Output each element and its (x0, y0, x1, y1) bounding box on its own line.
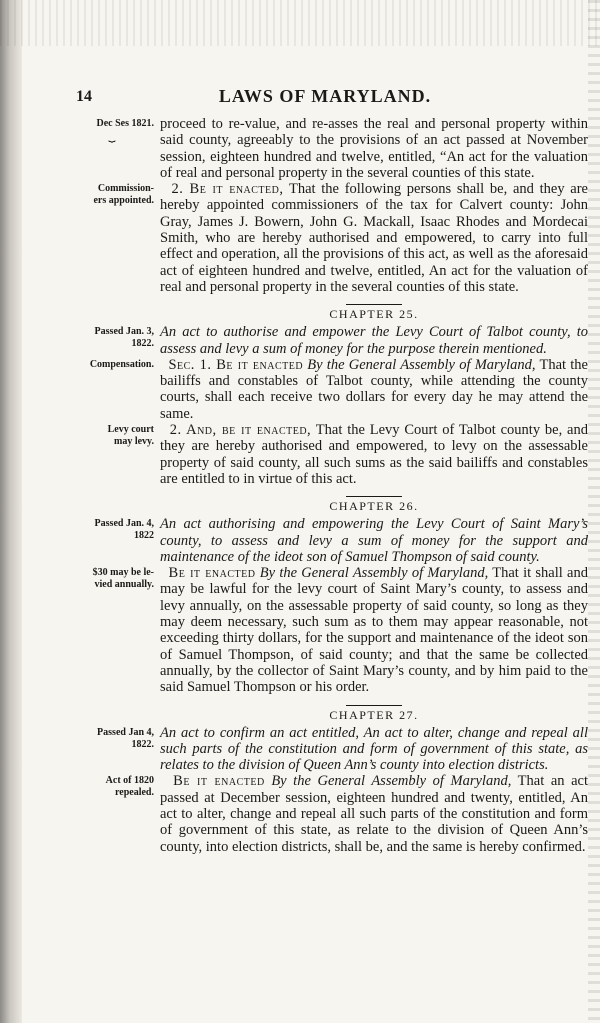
paragraph (160, 422, 588, 487)
section-lead: Be it enacted (173, 773, 265, 790)
section-lead: Be it enacted (168, 565, 256, 582)
margin-note-line: Compensation. (89, 358, 154, 370)
chapter-rule (346, 496, 402, 497)
margin-note-line: Commission- (97, 183, 154, 195)
margin-note (70, 567, 160, 591)
chapter-rule (346, 705, 402, 706)
margin-note-line: 1822. (131, 338, 154, 350)
section-thirty-dollars (70, 565, 588, 695)
chapter-title: An act to authorise and empower the Levy Court of Talbot county, to assess and levy a sum of money for the purpose therein mentioned. (160, 324, 588, 357)
page-title: LAWS OF MARYLAND. (218, 86, 432, 106)
paragraph-text: That the following persons shall be, and they are hereby appointed commissioners of the tax for Calvert county: John Gray, James J. Bowern, John G. Mackall, Isaac Rhodes and Mordecai Smith, who are hereby authorised and empowered, to carry into full effect and operation, all the provisions of this act, as well as the aforesaid act of eighteen hundred and twelve, entitled, An act for the valuation of real and personal property in the several counties of this state. (160, 181, 588, 295)
margin-note-line: Passed Jan 4, (97, 726, 154, 738)
section-act-1820 (70, 773, 588, 854)
chapter-title: An act to confirm an act entitled, An act to alter, change and repeal all such parts of the constitution and form of government of this state, as relates to the division of Queen Ann’s county into election districts. (160, 724, 588, 774)
passed-date-note (70, 326, 160, 350)
margin-note-line: may levy. (114, 436, 154, 448)
paragraph (160, 357, 588, 422)
margin-note-line: vied annually. (94, 579, 154, 591)
chapter-heading: CHAPTER 25. (329, 307, 419, 322)
chapter-heading: CHAPTER 26. (329, 499, 419, 514)
page-content (70, 116, 588, 855)
section-lead: 2. And, be it enacted, (169, 422, 312, 439)
paragraph-text: That the Levy Court of Talbot county be, and they are hereby authorised and empowered, to levy on the assessable property of said county, all such sums as the said bailiffs and constables are entitled to in virtue of this act. (160, 422, 588, 487)
section-continuation (70, 116, 588, 181)
section-lead: Sec. 1. Be it enacted (168, 356, 304, 373)
paragraph-text: That it shall and may be lawful for the levy court of Saint Mary’s county, to assess and levy annually, on the assessable property of said county, so long as they may deem necessary, such sum as to them may appear reasonable, not exceeding thirty dollars, for the support and maintenance of the ideot son of Samuel Thompson, of said county; and that the same be collected annually, by the collector of Saint Mary’s county, and by him paid to the said Samuel Thompson or his order. (160, 565, 588, 696)
margin-note-line: Passed Jan. 3, (94, 326, 154, 338)
margin-note-line: $30 may be le- (92, 567, 154, 579)
section-compensation (70, 357, 588, 422)
paragraph-text: proceed to re-value, and re-asses the real and personal property within said county, agreeably to the provisions of an act passed at November session, eighteen hundred and twelve, entitled, “An act for the valuation of real and personal property in the several counties of this state. (160, 116, 588, 181)
margin-note (70, 424, 160, 448)
margin-note (70, 118, 160, 140)
chapter-rule (346, 304, 402, 305)
passed-date-note (70, 727, 160, 751)
chapter-title-row (70, 324, 588, 357)
paragraph (160, 773, 588, 854)
book-gutter-shadow (0, 0, 22, 1023)
chapter-title: An act authorising and empowering the Levy Court of Saint Mary’s county, to assess and levy a sum of money for the support and maintenance of the ideot son of Samuel Thompson of said county. (160, 516, 588, 565)
paragraph (160, 116, 588, 181)
margin-note (70, 359, 160, 371)
chapter-title-row (70, 516, 588, 565)
margin-note-line: Levy court (107, 424, 154, 436)
margin-note (70, 183, 160, 207)
enacting-clause: By the General Assembly of Maryland, (271, 773, 512, 790)
scan-noise-right (588, 0, 600, 1023)
margin-note-line: repealed. (115, 787, 154, 799)
chapter-title-row (70, 725, 588, 774)
paragraph-text: That the bailiffs and constables of Talbot county, while attending the county courts, shall each receive two dollars for every day he may attend the same. (160, 356, 588, 422)
paragraph-text: That an act passed at December session, eighteen hundred and twenty, entitled, An act to alter, change and repeal all such parts of the constitution and form of government of this state, as relate to the division of Queen Ann’s county, into election districts, shall be, and the same is hereby confirmed. (160, 773, 588, 855)
running-head (70, 86, 580, 110)
brace-glyph: ⏟ (108, 128, 116, 142)
margin-note (70, 775, 160, 799)
section-commissioners (70, 181, 588, 295)
margin-note-line: Dec Ses 1821. (96, 118, 154, 129)
margin-note-line: ers appointed. (93, 195, 154, 207)
enacting-clause: By the General Assembly of Maryland, (307, 356, 536, 373)
section-levy (70, 422, 588, 487)
passed-date-note (70, 518, 160, 542)
paragraph (160, 181, 588, 295)
section-lead: 2. Be it enacted, (171, 181, 284, 198)
margin-note-line: Act of 1820 (105, 775, 154, 787)
enacting-clause: By the General Assembly of Maryland, (259, 565, 489, 582)
chapter-heading: CHAPTER 27. (329, 707, 419, 722)
paragraph (160, 565, 588, 695)
margin-note-line: Passed Jan. 4, (94, 518, 154, 530)
margin-note-line: 1822 (134, 530, 154, 542)
scan-noise-top (0, 0, 600, 46)
margin-note-line: 1822. (131, 738, 154, 750)
page-number: 14 (76, 88, 92, 105)
